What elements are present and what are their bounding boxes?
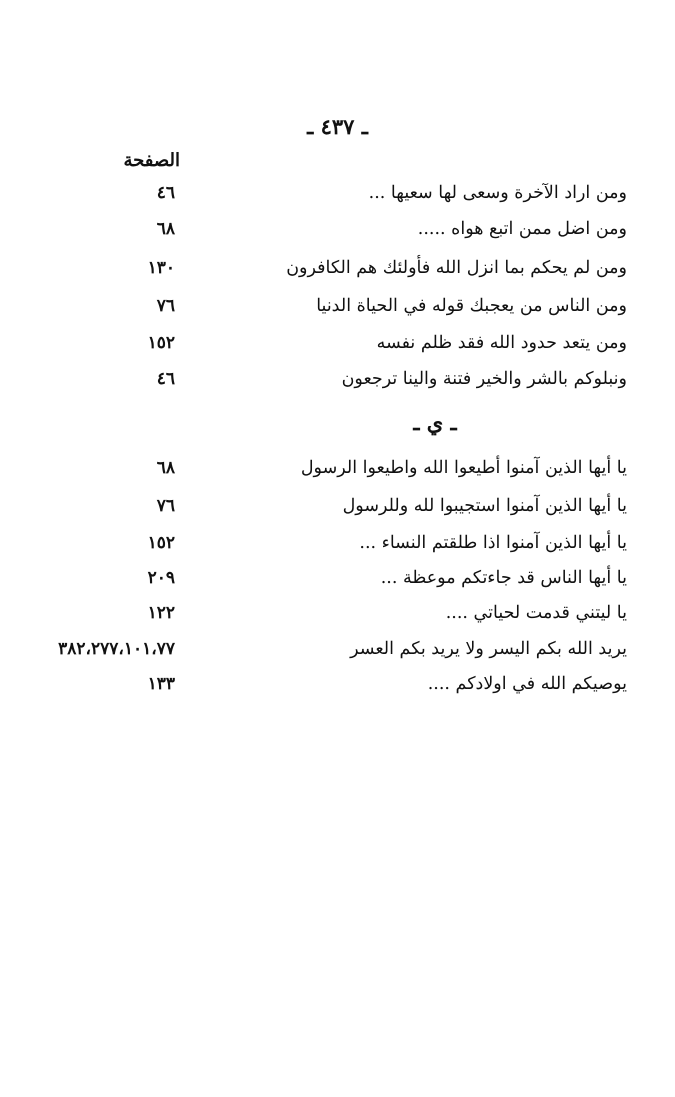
verse-text: يا أيها الذين آمنوا أطيعوا الله واطيعوا الرسول [300,458,627,478]
verse-text: يا ليتني قدمت لحياتي .... [445,603,627,623]
index-entry [0,453,675,483]
page-ref: ٢٠٩ [147,568,175,588]
page-ref: ١٥٢ [147,333,175,353]
page-ref: ٤٦ [156,183,175,203]
index-entry [0,491,675,521]
index-entry [0,291,675,321]
page-ref: ١٢٢ [147,603,175,623]
page-number: ـ ٤٣٧ ـ [307,114,368,139]
index-entry [0,563,675,593]
verse-text: يريد الله بكم اليسر ولا يريد بكم العسر [350,639,627,659]
index-entry [0,669,675,699]
verse-text: يا أيها الذين آمنوا اذا طلقتم النساء ... [359,533,627,553]
section-letter-heading: ـ ي ـ [413,410,457,435]
page-ref: ٧٦ [156,496,175,516]
page-ref: ١٣٣ [147,674,175,694]
page-column-header: الصفحة [123,150,180,171]
verse-text: يا أيها الناس قد جاءتكم موعظة ... [380,568,627,588]
index-entry [0,214,675,244]
index-entry [0,634,675,664]
index-entry [0,178,675,208]
verse-text: ومن اراد الآخرة وسعى لها سعيها ... [368,183,627,203]
verse-text: ومن اضل ممن اتبع هواه ..... [417,219,627,239]
verse-text: يوصيكم الله في اولادكم .... [427,674,627,694]
index-entry [0,364,675,394]
index-entry [0,328,675,358]
index-entry [0,598,675,628]
page-ref: ١٣٠ [147,258,175,278]
page-ref: ٤٦ [156,369,175,389]
index-entry [0,528,675,558]
verse-text: ومن لم يحكم بما انزل الله فأولئك هم الكافرون [286,258,627,278]
verse-text: ومن يتعد حدود الله فقد ظلم نفسه [376,333,627,353]
page-ref: ٣٨٢،٢٧٧،١٠١،٧٧ [58,639,175,659]
page-ref: ٦٨ [156,458,175,478]
verse-text: يا أيها الذين آمنوا استجيبوا لله وللرسول [342,496,627,516]
page-ref: ٦٨ [156,219,175,239]
verse-text: ومن الناس من يعجبك قوله في الحياة الدنيا [316,296,627,316]
verse-text: ونبلوكم بالشر والخير فتنة والينا ترجعون [341,369,627,389]
page-ref: ١٥٢ [147,533,175,553]
index-entry [0,253,675,283]
page-ref: ٧٦ [156,296,175,316]
